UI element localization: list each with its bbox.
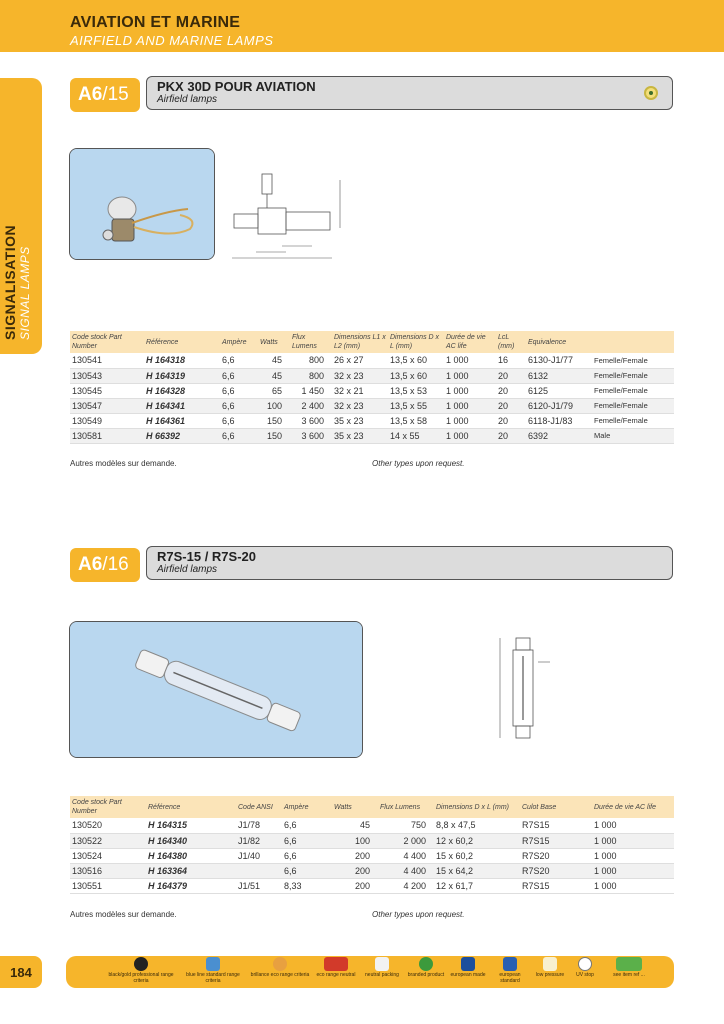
cell-life: 1 000 bbox=[592, 878, 674, 893]
section-header-r7s bbox=[146, 546, 673, 580]
section-code-a6-15 bbox=[70, 78, 140, 112]
cell-dim-dl: 13,5 x 55 bbox=[388, 398, 444, 413]
note-en: Other types upon request. bbox=[372, 910, 465, 919]
col-dim-dl: Dimensions D x L (mm) bbox=[388, 331, 444, 353]
cell-dim-dl: 13,5 x 60 bbox=[388, 353, 444, 368]
legend-item bbox=[250, 957, 310, 979]
legend-item bbox=[362, 957, 402, 979]
legend-item bbox=[604, 957, 654, 979]
table-row bbox=[70, 848, 674, 863]
legend-label: european standard bbox=[499, 972, 521, 984]
cell-part-number: 130549 bbox=[70, 413, 144, 428]
brillance-icon bbox=[273, 957, 287, 971]
spec-table-pkx bbox=[70, 331, 674, 444]
cell-dim-dl: 15 x 60,2 bbox=[434, 848, 520, 863]
table-row bbox=[70, 833, 674, 848]
section-title: R7S-15 / R7S-20 bbox=[157, 549, 256, 564]
cell-watts: 200 bbox=[332, 878, 378, 893]
section-code-prefix: A6 bbox=[78, 84, 103, 105]
cell-ampere: 6,6 bbox=[282, 848, 332, 863]
cell-base: R7S15 bbox=[520, 818, 592, 833]
note-en: Other types upon request. bbox=[372, 459, 465, 468]
cell-watts: 200 bbox=[332, 848, 378, 863]
cell-watts: 100 bbox=[258, 398, 290, 413]
uv-stop-icon bbox=[578, 957, 592, 971]
cell-lcl: 16 bbox=[496, 353, 526, 368]
cell-ampere: 8,33 bbox=[282, 878, 332, 893]
col-part-number: Code stock Part Number bbox=[70, 796, 146, 818]
col-ampere: Ampère bbox=[282, 796, 332, 818]
legend-item bbox=[448, 957, 488, 979]
legend-item bbox=[406, 957, 446, 979]
lamp-r7s-icon bbox=[70, 622, 363, 758]
product-photo-pkx bbox=[69, 148, 215, 260]
legend-item bbox=[532, 957, 568, 979]
see-item-icon bbox=[616, 957, 642, 971]
cell-dim-dl: 13,5 x 58 bbox=[388, 413, 444, 428]
cell-ansi bbox=[236, 863, 282, 878]
col-watts: Watts bbox=[332, 796, 378, 818]
cell-life: 1 000 bbox=[444, 368, 496, 383]
section-code-number: /15 bbox=[102, 84, 129, 105]
table-row bbox=[70, 368, 674, 383]
cell-ampere: 6,6 bbox=[220, 413, 258, 428]
cell-reference: H 164318 bbox=[144, 353, 220, 368]
side-tab-text bbox=[2, 64, 32, 340]
cell-ampere: 6,6 bbox=[220, 353, 258, 368]
cell-gender: Femelle/Female bbox=[592, 353, 674, 368]
note-fr: Autres modèles sur demande. bbox=[70, 459, 177, 468]
cell-lcl: 20 bbox=[496, 398, 526, 413]
cell-lcl: 20 bbox=[496, 428, 526, 443]
cell-watts: 150 bbox=[258, 413, 290, 428]
spec-table-r7s bbox=[70, 796, 674, 894]
cell-reference: H 164328 bbox=[144, 383, 220, 398]
legend-item bbox=[314, 957, 358, 979]
cell-part-number: 130541 bbox=[70, 353, 144, 368]
legend-label: eco range neutral bbox=[316, 972, 356, 978]
cell-part-number: 130522 bbox=[70, 833, 146, 848]
table-row bbox=[70, 413, 674, 428]
cell-flux: 4 400 bbox=[378, 848, 434, 863]
cell-ansi: J1/51 bbox=[236, 878, 282, 893]
cell-base: R7S20 bbox=[520, 848, 592, 863]
cell-dim-l1l2: 35 x 23 bbox=[332, 413, 388, 428]
lamp-pkx-icon bbox=[70, 149, 215, 260]
legend-label: european made bbox=[450, 972, 486, 978]
cell-part-number: 130520 bbox=[70, 818, 146, 833]
european-standard-icon bbox=[503, 957, 517, 971]
table-row bbox=[70, 353, 674, 368]
col-part-number: Code stock Part Number bbox=[70, 331, 144, 353]
cell-reference: H 164379 bbox=[146, 878, 236, 893]
page-subtitle: AIRFIELD AND MARINE LAMPS bbox=[70, 33, 274, 48]
table-row bbox=[70, 383, 674, 398]
cell-equivalence: 6130-J1/77 bbox=[526, 353, 592, 368]
cell-flux: 3 600 bbox=[290, 413, 332, 428]
cell-ampere: 6,6 bbox=[220, 383, 258, 398]
cell-life: 1 000 bbox=[444, 398, 496, 413]
page-number: 184 bbox=[0, 956, 42, 988]
table-row bbox=[70, 818, 674, 833]
cell-watts: 100 bbox=[332, 833, 378, 848]
cell-life: 1 000 bbox=[444, 428, 496, 443]
cell-ampere: 6,6 bbox=[282, 833, 332, 848]
table-header-row bbox=[70, 331, 674, 353]
cell-flux: 4 200 bbox=[378, 878, 434, 893]
cell-ampere: 6,6 bbox=[220, 398, 258, 413]
cell-flux: 4 400 bbox=[378, 863, 434, 878]
cell-dim-l1l2: 32 x 21 bbox=[332, 383, 388, 398]
cell-reference: H 163364 bbox=[146, 863, 236, 878]
section-code-prefix: A6 bbox=[78, 554, 103, 575]
cell-part-number: 130516 bbox=[70, 863, 146, 878]
cell-part-number: 130551 bbox=[70, 878, 146, 893]
cell-dim-dl: 12 x 60,2 bbox=[434, 833, 520, 848]
cell-flux: 2 000 bbox=[378, 833, 434, 848]
section-code-number: /16 bbox=[102, 554, 129, 575]
page-title: AVIATION ET MARINE bbox=[70, 14, 241, 31]
legend-label: UV stop bbox=[576, 972, 594, 978]
cell-dim-dl: 8,8 x 47,5 bbox=[434, 818, 520, 833]
section-code-a6-16 bbox=[70, 548, 140, 582]
legend-bar bbox=[66, 956, 674, 988]
cell-dim-l1l2: 26 x 27 bbox=[332, 353, 388, 368]
section-subtitle: Airfield lamps bbox=[157, 564, 218, 575]
section-subtitle: Airfield lamps bbox=[157, 94, 218, 105]
cell-dim-dl: 14 x 55 bbox=[388, 428, 444, 443]
low-pressure-icon bbox=[543, 957, 557, 971]
eco-range-icon bbox=[644, 86, 658, 100]
cell-flux: 800 bbox=[290, 368, 332, 383]
cell-ampere: 6,6 bbox=[282, 818, 332, 833]
cell-lcl: 20 bbox=[496, 413, 526, 428]
col-reference: Référence bbox=[146, 796, 236, 818]
cell-part-number: 130545 bbox=[70, 383, 144, 398]
cell-part-number: 130581 bbox=[70, 428, 144, 443]
eco-neutral-icon bbox=[324, 957, 348, 971]
legend-label: brillance eco range criteria bbox=[250, 972, 310, 978]
product-photo-r7s bbox=[69, 621, 363, 758]
cell-ampere: 6,6 bbox=[220, 428, 258, 443]
col-lcl: LcL (mm) bbox=[496, 331, 526, 353]
section-title: PKX 30D POUR AVIATION bbox=[157, 79, 316, 94]
cell-gender: Femelle/Female bbox=[592, 383, 674, 398]
cell-reference: H 164340 bbox=[146, 833, 236, 848]
cell-flux: 750 bbox=[378, 818, 434, 833]
cell-reference: H 164380 bbox=[146, 848, 236, 863]
cell-base: R7S20 bbox=[520, 863, 592, 878]
cell-watts: 45 bbox=[258, 368, 290, 383]
cell-flux: 2 400 bbox=[290, 398, 332, 413]
cell-ampere: 6,6 bbox=[220, 368, 258, 383]
cell-life: 1 000 bbox=[592, 818, 674, 833]
cell-reference: H 164361 bbox=[144, 413, 220, 428]
table-header-row bbox=[70, 796, 674, 818]
cell-equivalence: 6392 bbox=[526, 428, 592, 443]
cell-equivalence: 6132 bbox=[526, 368, 592, 383]
cell-watts: 200 bbox=[332, 863, 378, 878]
table-row bbox=[70, 863, 674, 878]
cell-dim-dl: 12 x 61,7 bbox=[434, 878, 520, 893]
neutral-packing-icon bbox=[375, 957, 389, 971]
legend-label: neutral packing bbox=[365, 972, 399, 978]
cell-lcl: 20 bbox=[496, 383, 526, 398]
cell-life: 1 000 bbox=[592, 833, 674, 848]
legend-item bbox=[178, 957, 248, 984]
cell-ampere: 6,6 bbox=[282, 863, 332, 878]
cell-life: 1 000 bbox=[592, 848, 674, 863]
cell-gender: Femelle/Female bbox=[592, 398, 674, 413]
blue-line-icon bbox=[206, 957, 220, 971]
cell-reference: H 164341 bbox=[144, 398, 220, 413]
european-made-icon bbox=[461, 957, 475, 971]
cell-reference: H 164315 bbox=[146, 818, 236, 833]
cell-flux: 3 600 bbox=[290, 428, 332, 443]
cell-life: 1 000 bbox=[444, 383, 496, 398]
cell-equivalence: 6120-J1/79 bbox=[526, 398, 592, 413]
section-header-pkx bbox=[146, 76, 673, 110]
table-row bbox=[70, 398, 674, 413]
col-base: Culot Base bbox=[520, 796, 592, 818]
cell-dim-l1l2: 35 x 23 bbox=[332, 428, 388, 443]
cell-base: R7S15 bbox=[520, 833, 592, 848]
cell-watts: 65 bbox=[258, 383, 290, 398]
cell-gender: Male bbox=[592, 428, 674, 443]
cell-reference: H 164319 bbox=[144, 368, 220, 383]
legend-label: blue line standard range criteria bbox=[186, 972, 240, 984]
legend-item bbox=[570, 957, 600, 979]
legend-label: branded product bbox=[407, 972, 445, 978]
cell-ansi: J1/82 bbox=[236, 833, 282, 848]
cell-gender: Femelle/Female bbox=[592, 368, 674, 383]
cell-watts: 150 bbox=[258, 428, 290, 443]
technical-drawing-r7s bbox=[486, 632, 570, 744]
col-flux: Flux Lumens bbox=[290, 331, 332, 353]
col-dim-dl: Dimensions D x L (mm) bbox=[434, 796, 520, 818]
cell-dim-dl: 13,5 x 53 bbox=[388, 383, 444, 398]
cell-dim-dl: 15 x 64,2 bbox=[434, 863, 520, 878]
cell-life: 1 000 bbox=[444, 353, 496, 368]
cell-life: 1 000 bbox=[592, 863, 674, 878]
technical-drawing-pkx bbox=[222, 160, 352, 266]
col-dim-l1l2: Dimensions L1 x L2 (mm) bbox=[332, 331, 388, 353]
legend-label: see item ref ... bbox=[613, 972, 645, 978]
side-tab-title: SIGNALISATION bbox=[2, 224, 18, 340]
note-fr: Autres modèles sur demande. bbox=[70, 910, 177, 919]
legend-label: low pressure bbox=[535, 972, 565, 978]
cell-life: 1 000 bbox=[444, 413, 496, 428]
cell-dim-dl: 13,5 x 60 bbox=[388, 368, 444, 383]
cell-dim-l1l2: 32 x 23 bbox=[332, 368, 388, 383]
table-row bbox=[70, 878, 674, 893]
legend-label: black/gold professional range criteria bbox=[108, 972, 174, 984]
cell-part-number: 130547 bbox=[70, 398, 144, 413]
black-gold-range-icon bbox=[134, 957, 148, 971]
cell-reference: H 66392 bbox=[144, 428, 220, 443]
side-tab-subtitle: SIGNAL LAMPS bbox=[18, 246, 32, 340]
cell-lcl: 20 bbox=[496, 368, 526, 383]
col-gender bbox=[592, 331, 674, 353]
cell-dim-l1l2: 32 x 23 bbox=[332, 398, 388, 413]
col-reference: Référence bbox=[144, 331, 220, 353]
cell-gender: Femelle/Female bbox=[592, 413, 674, 428]
cell-watts: 45 bbox=[332, 818, 378, 833]
col-ansi: Code ANSI bbox=[236, 796, 282, 818]
col-life: Durée de vie AC life bbox=[592, 796, 674, 818]
col-watts: Watts bbox=[258, 331, 290, 353]
cell-equivalence: 6118-J1/83 bbox=[526, 413, 592, 428]
cell-ansi: J1/78 bbox=[236, 818, 282, 833]
col-equivalence: Equivalence bbox=[526, 331, 592, 353]
cell-equivalence: 6125 bbox=[526, 383, 592, 398]
col-ampere: Ampère bbox=[220, 331, 258, 353]
table-row bbox=[70, 428, 674, 443]
cell-flux: 800 bbox=[290, 353, 332, 368]
cell-part-number: 130524 bbox=[70, 848, 146, 863]
col-life: Durée de vie AC life bbox=[444, 331, 496, 353]
legend-item bbox=[490, 957, 530, 984]
cell-ansi: J1/40 bbox=[236, 848, 282, 863]
branded-product-icon bbox=[419, 957, 433, 971]
cell-watts: 45 bbox=[258, 353, 290, 368]
cell-base: R7S15 bbox=[520, 878, 592, 893]
col-flux: Flux Lumens bbox=[378, 796, 434, 818]
cell-flux: 1 450 bbox=[290, 383, 332, 398]
legend-item bbox=[106, 957, 176, 984]
cell-part-number: 130543 bbox=[70, 368, 144, 383]
